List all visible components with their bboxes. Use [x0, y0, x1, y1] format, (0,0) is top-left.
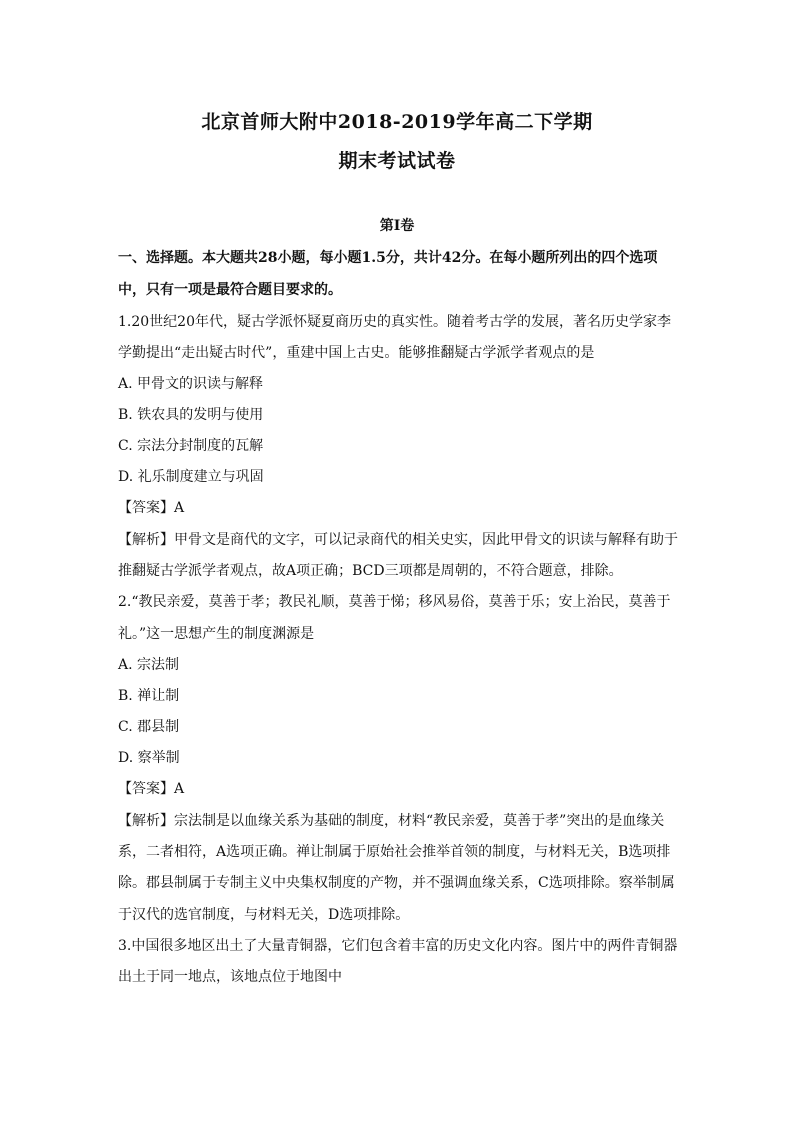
question-1-analysis-line: 【解析】甲骨文是商代的文字，可以记录商代的相关史实，因此甲骨文的识读与解释有助于 — [118, 532, 678, 548]
exam-title-line2: 期末考试试卷 — [338, 150, 456, 172]
question-1-stem-line: 学勤提出“走出疑古时代”，重建中国上古史。能够推翻疑古学派学者观点的是 — [118, 345, 595, 361]
question-1-answer: 【答案】A — [118, 500, 185, 516]
question-2-analysis-line: 系，二者相符，A选项正确。禅让制属于原始社会推举首领的制度，与材料无关，B选项排 — [118, 844, 671, 860]
question-1-stem-line: 1.20世纪20年代，疑古学派怀疑夏商历史的真实性。随着考古学的发展，著名历史学家李 — [118, 314, 671, 330]
question-3-stem-line: 出土于同一地点，该地点位于地图中 — [118, 969, 342, 985]
question-2-analysis-line: 除。郡县制属于专制主义中央集权制度的产物，并不强调血缘关系，C选项排除。察举制属 — [118, 875, 675, 891]
question-2-answer: 【答案】A — [118, 781, 185, 797]
question-2-option-d: D. 察举制 — [118, 750, 180, 766]
question-1-option-a: A. 甲骨文的识读与解释 — [118, 376, 264, 392]
question-3-stem-line: 3.中国很多地区出土了大量青铜器，它们包含着丰富的历史文化内容。图片中的两件青铜器 — [118, 938, 678, 954]
question-1-option-c: C. 宗法分封制度的瓦解 — [118, 438, 264, 454]
instructions-line: 中，只有一项是最符合题目要求的。 — [118, 282, 342, 298]
question-1-option-b: B. 铁农具的发明与使用 — [118, 407, 264, 423]
section-heading: 第Ⅰ卷 — [379, 218, 415, 234]
question-2-analysis-line: 【解析】宗法制是以血缘关系为基础的制度，材料“教民亲爱，莫善于孝”突出的是血缘关 — [118, 813, 665, 829]
exam-title-line1: 北京首师大附中2018-2019学年高二下学期 — [201, 111, 593, 133]
question-2-option-c: C. 郡县制 — [118, 719, 180, 735]
question-2-option-b: B. 禅让制 — [118, 688, 180, 704]
question-2-analysis-line: 于汉代的选官制度，与材料无关，D选项排除。 — [118, 907, 410, 923]
question-1-option-d: D. 礼乐制度建立与巩固 — [118, 469, 264, 485]
question-1-analysis-line: 推翻疑古学派学者观点，故A项正确；BCD三项都是周朝的，不符合题意，排除。 — [118, 563, 623, 579]
question-2-stem-line: 2.“教民亲爱，莫善于孝；教民礼顺，莫善于悌；移风易俗，莫善于乐；安上治民，莫善于 — [118, 594, 671, 610]
instructions-line: 一、选择题。本大题共28小题，每小题1.5分，共计42分。在每小题所列出的四个选项 — [118, 250, 658, 266]
question-2-option-a: A. 宗法制 — [118, 657, 180, 673]
question-2-stem-line: 礼。”这一思想产生的制度渊源是 — [118, 626, 315, 642]
